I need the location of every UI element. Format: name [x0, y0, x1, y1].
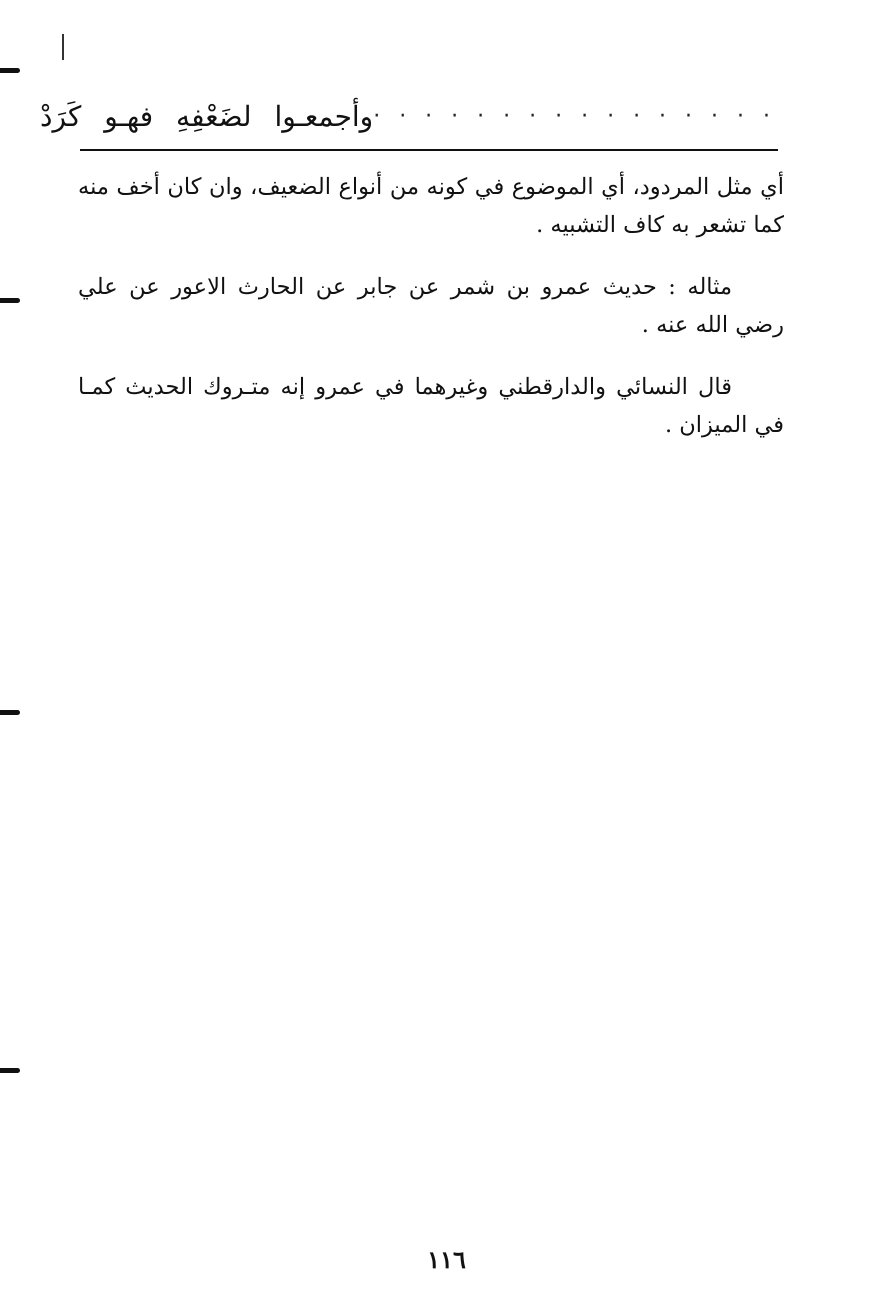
- page-number: ١١٦: [427, 1245, 466, 1274]
- verse-ellipsis: · · · · · · · · · · · · · · · ·: [373, 103, 776, 129]
- verse-divider: [80, 149, 778, 151]
- binding-tick: [0, 68, 20, 73]
- verse-line: [40, 92, 776, 140]
- binding-tick: [0, 298, 20, 303]
- scan-edge-mark: [62, 34, 64, 60]
- binding-tick: [0, 1068, 20, 1073]
- paragraph-example: مثاله : حديث عمرو بن شمر عن جابر عن الحارث الاعور عن علي رضي الله عنه .: [78, 274, 784, 338]
- paragraph-citation: قال النسائي والدارقطني وغيرهما في عمرو إنه متـروك الحديث كمـا في الميزان .: [78, 374, 784, 438]
- binding-tick: [0, 710, 20, 715]
- commentary-body: [78, 168, 784, 468]
- verse-text: وأجمعـوا لضَعْفِهِ فهـو كَرَدْ: [40, 99, 374, 133]
- paragraph-explanation: أي مثل المردود، أي الموضوع في كونه من أنواع الضعيف، وان كان أخف منه كما تشعر به كاف التشبيه .: [78, 174, 784, 238]
